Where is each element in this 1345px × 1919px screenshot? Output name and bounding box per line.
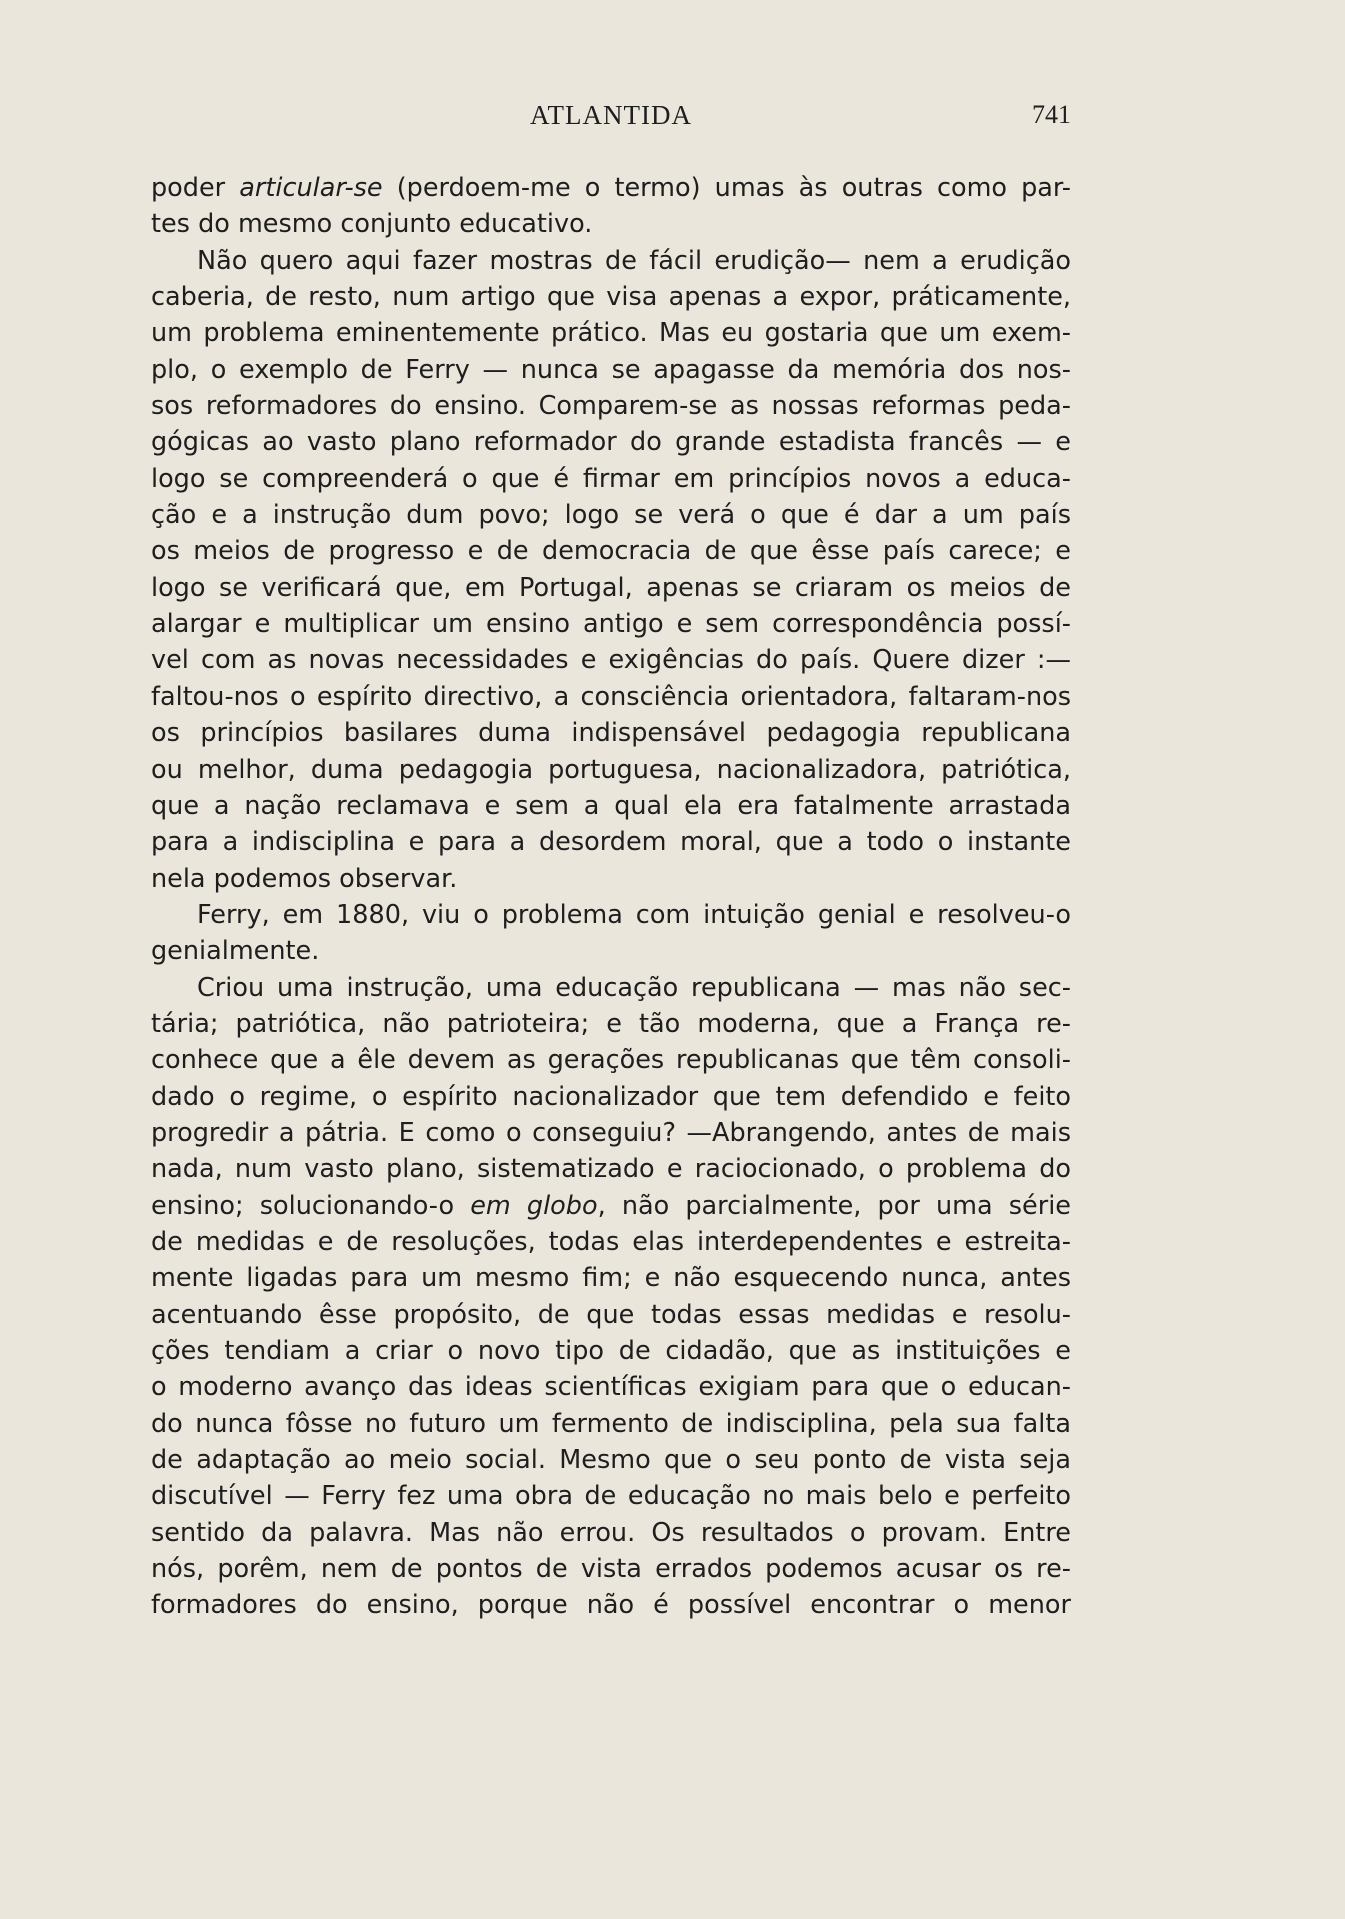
text-line: tária; patriótica, não patrioteira; e tão moderna, que a França re- (151, 1008, 1071, 1039)
text-line: alargar e multiplicar um ensino antigo e sem correspondência possí- (151, 609, 1071, 640)
text-line: conhece que a êle devem as gerações republicanas que têm consoli- (151, 1045, 1071, 1076)
text-line: logo se compreenderá o que é firmar em princípios novos a educa- (151, 463, 1071, 494)
text-line: nada, num vasto plano, sistematizado e raciocionado, o problema do (151, 1154, 1071, 1185)
text-line: de adaptação ao meio social. Mesmo que o seu ponto de vista seja (151, 1445, 1071, 1476)
text-line: nela podemos observar. (151, 863, 458, 894)
text-line: nós, porêm, nem de pontos de vista errados podemos acusar os re- (151, 1554, 1071, 1585)
italic-term: em globo (470, 1190, 598, 1221)
text-line: mente ligadas para um mesmo fim; e não esquecendo nunca, antes (151, 1263, 1071, 1294)
text-line: ensino; solucionando-o em globo, não parcialmente, por uma série (151, 1190, 1071, 1221)
text-line: Criou uma instrução, uma educação republicana — mas não sec- (197, 972, 1071, 1003)
text-line: os princípios basilares duma indispensável pedagogia republicana (151, 718, 1071, 749)
text-line: um problema eminentemente prático. Mas eu gostaria que um exem- (151, 318, 1071, 349)
text-line: de medidas e de resoluções, todas elas interdependentes e estreita- (151, 1226, 1071, 1257)
running-title: ATLANTIDA (530, 100, 692, 130)
text-line: Ferry, em 1880, viu o problema com intuição genial e resolveu-o (197, 899, 1071, 930)
text-line: dado o regime, o espírito nacionalizador que tem defendido e feito (151, 1081, 1071, 1112)
text-line: poder articular-se (perdoem-me o termo) umas às outras como par- (151, 173, 1071, 203)
text-line: para a indisciplina e para a desordem moral, que a todo o instante (151, 827, 1071, 858)
italic-term: articular-se (239, 173, 383, 203)
page-number: 741 (1032, 100, 1071, 129)
text-line: do nunca fôsse no futuro um fermento de indisciplina, pela sua falta (151, 1408, 1071, 1439)
text-line: formadores do ensino, porque não é possível encontrar o menor (151, 1590, 1071, 1621)
text-line: vel com as novas necessidades e exigências do país. Quere dizer :— (151, 645, 1071, 676)
text-line: tes do mesmo conjunto educativo. (151, 209, 593, 240)
text-line: progredir a pátria. E como o conseguiu? —Abrangendo, antes de mais (151, 1117, 1071, 1148)
page-header (151, 100, 1071, 140)
text-line: faltou-nos o espírito directivo, a consciência orientadora, faltaram-nos (151, 681, 1071, 712)
text-line: os meios de progresso e de democracia de que êsse país carece; e (151, 536, 1071, 567)
text-line: que a nação reclamava e sem a qual ela era fatalmente arrastada (151, 790, 1071, 821)
text-line: ou melhor, duma pedagogia portuguesa, nacionalizadora, patriótica, (151, 754, 1071, 785)
text-line: Não quero aqui fazer mostras de fácil erudição— nem a erudição (197, 245, 1071, 276)
text-line: o moderno avanço das ideas scientíficas exigiam para que o educan- (151, 1372, 1071, 1403)
text-line: sos reformadores do ensino. Comparem-se as nossas reformas peda- (151, 391, 1071, 422)
text-line: caberia, de resto, num artigo que visa apenas a expor, práticamente, (151, 282, 1071, 313)
text-line: discutível — Ferry fez uma obra de educação no mais belo e perfeito (151, 1481, 1071, 1512)
text-line: genialmente. (151, 936, 320, 967)
text-line: acentuando êsse propósito, de que todas essas medidas e resolu- (151, 1299, 1071, 1330)
text-line: ções tendiam a criar o novo tipo de cidadão, que as instituições e (151, 1336, 1071, 1366)
text-line: gógicas ao vasto plano reformador do grande estadista francês — e (151, 427, 1071, 458)
text-line: plo, o exemplo de Ferry — nunca se apagasse da memória dos nos- (151, 354, 1071, 385)
text-line: logo se verificará que, em Portugal, apenas se criaram os meios de (151, 572, 1071, 603)
article-body (151, 170, 1071, 1624)
text-line: ção e a instrução dum povo; logo se verá o que é dar a um país (151, 500, 1071, 531)
text-line: sentido da palavra. Mas não errou. Os resultados o provam. Entre (151, 1517, 1071, 1548)
